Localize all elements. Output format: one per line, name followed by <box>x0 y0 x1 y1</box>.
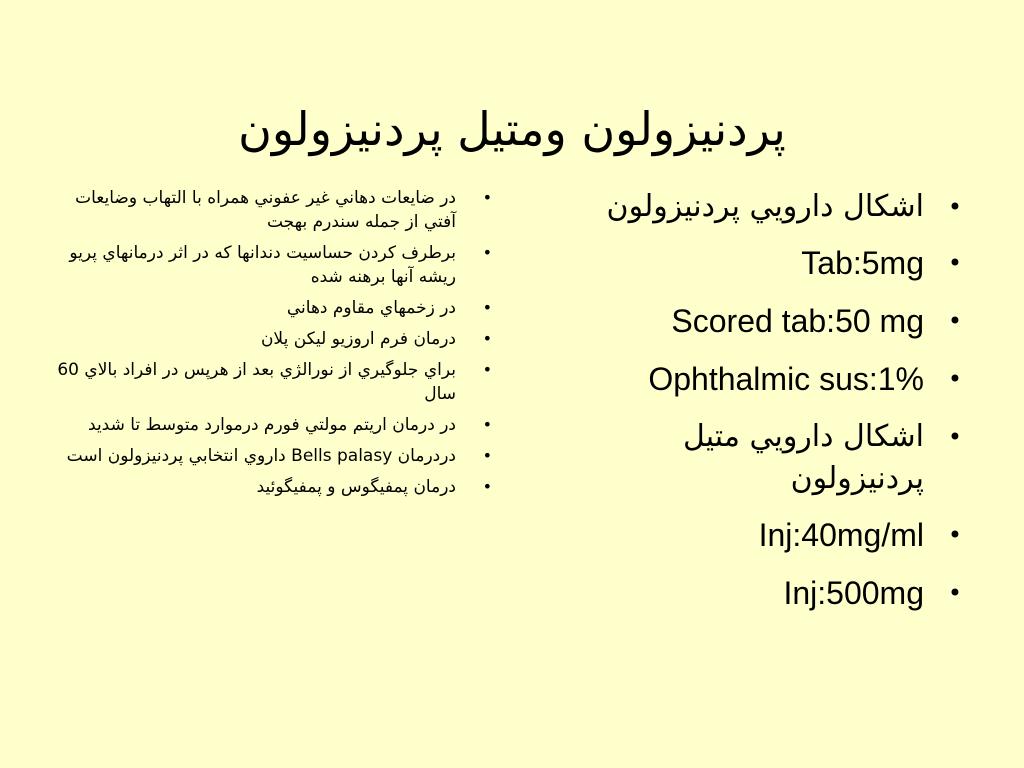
bullet-icon: • <box>947 579 962 607</box>
list-item <box>56 186 504 234</box>
bullet-icon: • <box>482 298 492 317</box>
list-item-text: درمان فرم اروزيو ليكن پلان <box>260 329 456 349</box>
list-item-text: در ضايعات دهاني غير عفوني همراه با التهاب وضايعات آفتي از جمله سندرم بهجت <box>75 188 456 232</box>
list-item <box>560 572 968 616</box>
bullet-icon: • <box>482 477 492 496</box>
dosage-forms-list <box>560 186 968 630</box>
list-item-text: Inj:40mg/ml <box>758 517 924 553</box>
list-item <box>560 358 968 402</box>
list-item <box>560 416 968 500</box>
list-item <box>56 413 504 437</box>
bullet-icon: • <box>947 249 962 277</box>
bullet-icon: • <box>947 521 962 549</box>
list-item <box>56 475 504 499</box>
list-item-text: اشكال دارويي پردنيزولون <box>606 189 924 224</box>
list-item <box>56 444 504 468</box>
bullet-icon: • <box>482 329 492 348</box>
list-item <box>56 296 504 320</box>
list-item <box>560 242 968 286</box>
indications-list <box>56 186 504 506</box>
list-item-text: برطرف كردن حساسيت دندانها كه در اثر درمانهاي پريو ريشه آنها برهنه شده <box>69 243 456 287</box>
list-item-text: در درمان اريتم مولتي فورم درموارد متوسط تا شديد <box>88 415 456 435</box>
list-item <box>56 327 504 351</box>
list-item-text: Inj:500mg <box>783 575 924 611</box>
list-item-text: Tab:5mg <box>801 245 924 281</box>
bullet-icon: • <box>482 415 492 434</box>
list-item-text: اشكال دارويي متيل پردنيزولون <box>683 419 924 496</box>
bullet-icon: • <box>482 360 492 379</box>
list-item <box>560 186 968 228</box>
bullet-icon: • <box>947 193 962 221</box>
bullet-icon: • <box>947 423 962 451</box>
list-item-text: در زخمهاي مقاوم دهاني <box>286 298 456 318</box>
slide-title: پردنيزولون ومتيل پردنيزولون <box>238 101 786 156</box>
list-item <box>56 358 504 406</box>
list-item-text: دردرمان Bells palasy داروي انتخابي پردنيزولون است <box>66 446 456 466</box>
bullet-icon: • <box>482 446 492 465</box>
list-item-text: درمان پمفيگوس و پمفيگوئيد <box>256 477 456 497</box>
list-item-text: براي جلوگيري از نورالژي بعد از هرپس در افراد بالاي 60 سال <box>57 360 456 404</box>
list-item-text: Scored tab:50 mg <box>671 303 924 339</box>
list-item <box>560 514 968 558</box>
bullet-icon: • <box>482 243 492 262</box>
list-item <box>560 300 968 344</box>
bullet-icon: • <box>947 307 962 335</box>
bullet-icon: • <box>947 365 962 393</box>
bullet-icon: • <box>482 188 492 207</box>
list-item <box>56 241 504 289</box>
list-item-text: Ophthalmic sus:1% <box>648 361 924 397</box>
